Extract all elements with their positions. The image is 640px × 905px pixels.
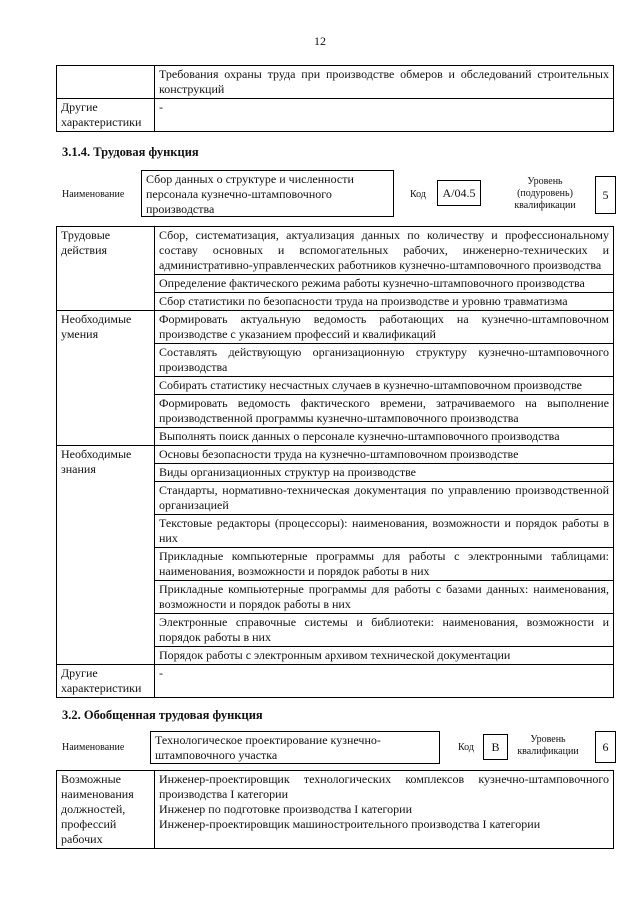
list-item: -	[155, 665, 614, 698]
group-label-actions: Трудовые действия	[57, 227, 155, 311]
positions-label: Возможные наименования должностей, профессий рабочих	[57, 771, 155, 849]
table-row	[57, 665, 614, 698]
list-item: Электронные справочные системы и библиотеки: наименования, возможности и порядок работы в них	[155, 614, 614, 647]
list-item: Формировать актуальную ведомость работающих на кузнечно-штамповочном производстве с указанием профессий и квалификаций	[155, 311, 614, 344]
group-label-other: Другие характеристики	[57, 665, 155, 698]
positions-list	[155, 771, 614, 849]
function-name-box	[141, 170, 394, 217]
level-label: Уровень (подуровень) квалификации	[514, 176, 576, 211]
level-label-32: Уровень квалификации	[517, 734, 579, 757]
page-number: 12	[314, 34, 326, 48]
level-value-32: 6	[602, 739, 609, 754]
list-item: Виды организационных структур на производстве	[155, 464, 614, 482]
list-item: Прикладные компьютерные программы для работы с базами данных: наименования, возможности и порядок работы в них	[155, 581, 614, 614]
code-label: Код	[410, 189, 426, 200]
table-row	[57, 66, 614, 99]
table-row	[57, 99, 614, 132]
list-item: Текстовые редакторы (процессоры): наименования, возможности и порядок работы в них	[155, 515, 614, 548]
list-item: Стандарты, нормативно-техническая документация по управлению производственной организацией	[155, 482, 614, 515]
row-label	[57, 66, 155, 99]
list-item: Определение фактического режима работы кузнечно-штамповочного производства	[155, 275, 614, 293]
generalized-function-name: Технологическое проектирование кузнечно-штамповочного участка	[155, 733, 381, 762]
code-label-32: Код	[458, 742, 474, 753]
level-box-32	[595, 731, 616, 763]
row-label: Другие характеристики	[57, 99, 155, 132]
name-label: Наименование	[62, 189, 125, 200]
list-item: Инженер по подготовке производства I категории	[159, 802, 413, 816]
section-heading-314: 3.1.4. Трудовая функция	[62, 145, 199, 159]
top-table	[56, 65, 614, 132]
table-row	[57, 227, 614, 275]
function-table-314	[56, 226, 614, 698]
list-item: Инженер-проектировщик машиностроительного производства I категории	[159, 817, 541, 831]
group-label-knowledge: Необходимые знания	[57, 446, 155, 665]
name-label-32: Наименование	[62, 742, 125, 753]
row-value: Требования охраны труда при производстве обмеров и обследований строительных конструкций	[155, 66, 614, 99]
list-item: Инженер-проектировщик технологических комплексов кузнечно-штамповочного производства I категории	[159, 772, 609, 801]
code-value-32: B	[491, 739, 500, 754]
table-row	[57, 446, 614, 464]
code-value: A/04.5	[442, 185, 476, 200]
list-item: Прикладные компьютерные программы для работы с электронными таблицами: наименования, возможности и порядок работы в них	[155, 548, 614, 581]
function-name: Сбор данных о структуре и численности персонала кузнечно-штамповочного производства	[146, 172, 354, 216]
list-item: Основы безопасности труда на кузнечно-штамповочном производстве	[155, 446, 614, 464]
row-value: -	[155, 99, 614, 132]
section-heading-32: 3.2. Обобщенная трудовая функция	[62, 708, 263, 722]
table-row	[57, 311, 614, 344]
list-item: Формировать ведомость фактического времени, затрачиваемого на выполнение производственной программы кузнечно-штамповочного производства	[155, 395, 614, 428]
table-row	[57, 771, 614, 849]
list-item: Сбор, систематизация, актуализация данных по количеству и профессиональному составу основных и вспомогательных рабочих, инженерно-технических и административно-управленческих работников кузнечно-штамповочного производства	[155, 227, 614, 275]
level-box	[595, 176, 616, 214]
generalized-function-name-box	[150, 731, 440, 764]
list-item: Сбор статистики по безопасности труда на производстве и уровню травматизма	[155, 293, 614, 311]
list-item: Порядок работы с электронным архивом технической документации	[155, 647, 614, 665]
positions-table	[56, 770, 614, 849]
list-item: Составлять действующую организационную структуру кузнечно-штамповочного производства	[155, 344, 614, 377]
level-value: 5	[602, 187, 609, 202]
list-item: Выполнять поиск данных о персонале кузнечно-штамповочного производства	[155, 428, 614, 446]
group-label-skills: Необходимые умения	[57, 311, 155, 446]
code-box-32	[483, 734, 508, 760]
list-item: Собирать статистику несчастных случаев в кузнечно-штамповочном производстве	[155, 377, 614, 395]
code-box	[437, 180, 481, 206]
